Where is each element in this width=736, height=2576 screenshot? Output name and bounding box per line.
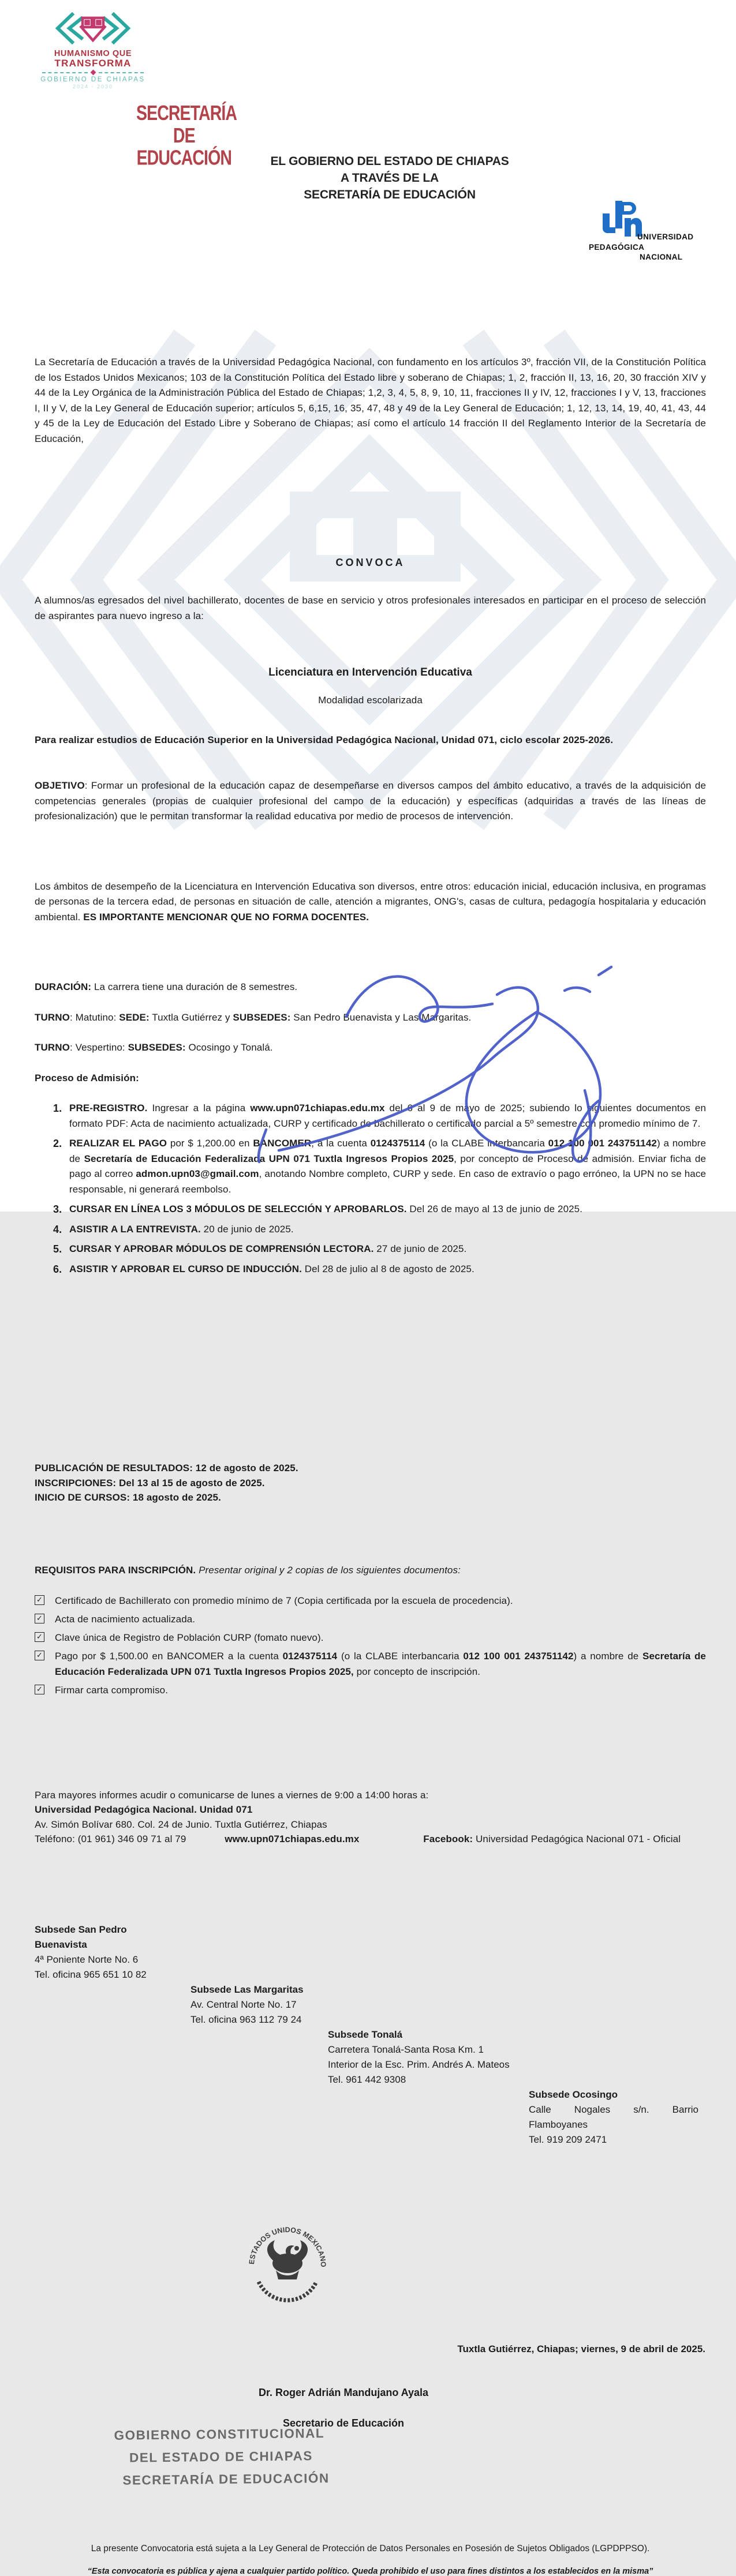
requirement-item-3: ✓ Clave única de Registro de Población CURP (fomato nuevo). xyxy=(35,1630,706,1646)
step-number: 1. xyxy=(53,1103,62,1114)
document-header-title xyxy=(225,153,554,203)
subsede-ocosingo-column xyxy=(529,2087,698,2147)
admission-step-1: 1. PRE-REGISTRO. Ingresar a la página www.upn071chiapas.edu.mx del 6 al 9 de mayo de 2025; subiendo lo siguientes documentos en formato PDF: Acta de nacimiento actualizada, CURP y certificado de bachillerato o certificado parcial a 5º semestre con promedio mínimo de 7. xyxy=(35,1101,706,1131)
stamp-line3: SECRETARÍA DE EDUCACIÓN xyxy=(122,2470,330,2488)
upn-text-universidad: UNIVERSIDAD xyxy=(637,233,694,241)
mexican-eagle-seal-icon xyxy=(241,2213,334,2312)
step-number: 6. xyxy=(53,1263,62,1275)
admission-step-6: 6. ASISTIR Y APROBAR EL CURSO DE INDUCCIÓN. Del 28 de julio al 8 de agosto de 2025. xyxy=(35,1262,706,1277)
shift-evening-line: TURNO: Vespertino: SUBSEDES: Ocosingo y Tonalá. xyxy=(35,1042,273,1053)
scope-paragraph: Los ámbitos de desempeño de la Licenciatura en Intervención Educativa son diversos, entre otros: educación inicial, educación inclusiva, en programas de personas de la tercera edad, de personas en situación de calle, atención a migrantes, ONG's, casas de cultura, pedagogía hospitalaria y educación ambiental. ES IMPORTANTE MENCIONAR QUE NO FORMA DOCENTES. xyxy=(35,880,706,923)
step-number: 2. xyxy=(53,1138,62,1149)
requirement-item-4: ✓ Pago por $ 1,500.00 en BANCOMER a la cuenta 0124375114 (o la CLABE interbancaria 012 100 001 243751142) a nombre de Secretaría de Educación Federalizada UPN 071 Tuxtla Ingresos Propios 2025, por concepto de inscripción. xyxy=(35,1649,706,1679)
admission-step-5: 5. CURSAR Y APROBAR MÓDULOS DE COMPRENSIÓN LECTORA. 27 de junio de 2025. xyxy=(35,1242,706,1257)
website-url: www.upn071chiapas.edu.mx xyxy=(225,1833,360,1844)
contact-address-line: Av. Simón Bolívar 680. Col. 24 de Junio. Tuxtla Gutiérrez, Chiapas xyxy=(35,1818,327,1830)
subsede-address: Av. Central Norte No. 17 xyxy=(190,1998,297,2010)
admission-step-3: 3. CURSAR EN LÍNEA LOS 3 MÓDULOS DE SELECCIÓN Y APROBARLOS. Del 26 de mayo al 13 de junio de 2025. xyxy=(35,1202,706,1217)
subsede-phone: Tel. 919 209 2471 xyxy=(529,2133,607,2145)
upn-text-nacional: NACIONAL xyxy=(640,253,683,261)
sec-logo-line2: EDUCACIÓN xyxy=(136,145,232,170)
contact-phone-line xyxy=(35,1832,706,1847)
requirement-item-5: ✓ Firmar carta compromiso. xyxy=(35,1683,706,1698)
humanismo-logo-icon xyxy=(50,12,136,45)
subsede-name: Subsede Tonalá xyxy=(328,2028,403,2040)
gov-logo-line2: TRANSFORMA xyxy=(54,58,132,69)
subsede-san-pedro-column xyxy=(35,1922,157,1982)
checkbox-checked-icon: ✓ xyxy=(35,1651,44,1660)
step-number: 4. xyxy=(53,1223,62,1235)
course-start-line: INICIO DE CURSOS: 18 agosto de 2025. xyxy=(35,1492,221,1503)
audience-paragraph: A alumnos/as egresados del nivel bachillerato, docentes de base en servicio y otros profesionales interesados en participar en el proceso de selección de aspirantes para nuevo ingreso a la: xyxy=(35,595,706,621)
subsede-phone: Tel. 961 442 9308 xyxy=(328,2073,406,2085)
objective-paragraph: OBJETIVO: Formar un profesional de la educación capaz de desempeñarse en diversos campos del ámbito educativo, a través de la adquisición de competencias generales (propias de cualquier profesional del campo de la educación) y específicas (adquiridas a través de las líneas de profesionalización) que le permitan transformar la realidad educativa por medio de procesos de intervención. xyxy=(35,780,706,822)
gov-logo-years: 2024 - 2030 xyxy=(72,84,114,89)
phone-number: Teléfono: (01 961) 346 09 71 al 79 xyxy=(35,1833,186,1844)
step-number: 5. xyxy=(53,1243,62,1255)
inscriptions-line: INSCRIPCIONES: Del 13 al 15 de agosto de 2025. xyxy=(35,1477,265,1488)
subsede-address2: Interior de la Esc. Prim. Andrés A. Mateos xyxy=(328,2058,510,2070)
purpose-line: Para realizar estudios de Educación Superior en la Universidad Pedagógica Nacional, Unidad 071, ciclo escolar 2025-2026. xyxy=(35,734,614,745)
checkbox-checked-icon: ✓ xyxy=(35,1614,44,1623)
requirement-item-2: ✓ Acta de nacimiento actualizada. xyxy=(35,1612,706,1628)
subsede-las-margaritas-column xyxy=(190,1982,316,2027)
legal-intro-paragraph: La Secretaría de Educación a través de la Universidad Pedagógica Nacional, con fundamento en los artículos 3º, fracción VII, de la Constitución Política de los Estados Unidos Mexicanos; 103 de la Constitución Política del Estado libre y soberano de Chiapas; 1, 2, fracción II, 13, 16, 20, 30 fracción XIV y 44 de la Ley Orgánica de la Administración Pública del Estado de Chiapas; 1,2, 3, 4, 5, 8, 9, 10, 11, fracciones II y IV, 12, fracciones I y V, 13, fracciones I, II y V, de la Ley General de Educación superior; artículos 5, 6,15, 16, 35, 47, 48 y 49 de la Ley General de Educación; 1, 12, 13, 14, 19, 40, 41, 43, 44 y 45 de la Ley de Educación del Estado Libre y Soberano de Chiapas; así como el artículo 14 fracción II del Reglamento Interior de la Secretaría de Educación, xyxy=(35,357,706,444)
secretaria-educacion-logo xyxy=(136,100,237,170)
header-title-line1: EL GOBIERNO DEL ESTADO DE CHIAPAS xyxy=(270,155,509,168)
footer-disclaimer-line: “Esta convocatoria es pública y ajena a cualquier partido político. Queda prohibido el uso para fines distintos a los establecidos en la misma” xyxy=(87,2566,653,2576)
sec-logo-line1: SECRETARÍA DE xyxy=(136,100,237,148)
subsede-address: Calle Nogales s/n. Barrio Flamboyanes xyxy=(529,2103,698,2130)
subsede-address: 4ª Poniente Norte No. 6 xyxy=(35,1953,139,1965)
subsede-phone: Tel. oficina 965 651 10 82 xyxy=(35,1968,147,1980)
requirement-item-1: ✓ Certificado de Bachillerato con promedio mínimo de 7 (Copia certificada por la escuela de procedencia). xyxy=(35,1593,706,1609)
signatory-name: Dr. Roger Adrián Mandujano Ayala xyxy=(258,2386,429,2398)
admission-step-2: 2. REALIZAR EL PAGO por $ 1,200.00 en BANCOMER, a la cuenta 0124375114 (o la CLABE interbancaria 012 100 001 243751142) a nombre de Secretaría de Educación Federalizada UPN 071 Tuxtla Ingresos Propios 2025, por concepto de Proceso de admisión. Enviar ficha de pago al correo admon.upn03@gmail.com, anotando Nombre completo, CURP y sede. En caso de extravío o pago erróneo, la UPN no se hace responsable, ni generará reembolso. xyxy=(35,1136,706,1197)
results-publication-line: PUBLICACIÓN DE RESULTADOS: 12 de agosto de 2025. xyxy=(35,1463,298,1473)
subsede-name: Subsede San Pedro Buenavista xyxy=(35,1923,127,1950)
svg-text:ESTADOS UNIDOS MEXICANOS: ESTADOS UNIDOS MEXICANO xyxy=(247,2225,328,2267)
checkbox-checked-icon: ✓ xyxy=(35,1595,44,1605)
key-dates-block xyxy=(35,1461,706,1505)
gov-logo-line1: HUMANISMO QUE xyxy=(54,49,132,58)
header-title-line2: A TRAVÉS DE LA xyxy=(341,171,439,185)
subsede-address: Carretera Tonalá-Santa Rosa Km. 1 xyxy=(328,2043,484,2055)
diamond-ornament-icon xyxy=(90,70,96,76)
subsede-name: Subsede Las Margaritas xyxy=(190,1983,304,1995)
subsede-tonala-column xyxy=(328,2027,521,2087)
duration-line: DURACIÓN: La carrera tiene una duración de 8 semestres. xyxy=(35,981,298,992)
upn-logo xyxy=(577,200,716,264)
contact-intro-line: Para mayores informes acudir o comunicarse de lunes a viernes de 9:00 a 14:00 horas a: xyxy=(35,1789,429,1801)
stamp-line1: GOBIERNO CONSTITUCIONAL xyxy=(114,2425,325,2443)
header-title-line3: SECRETARÍA DE EDUCACIÓN xyxy=(304,188,476,201)
admission-step-4: 4. ASISTIR A LA ENTREVISTA. 20 de junio de 2025. xyxy=(35,1222,706,1238)
stamp-line2: DEL ESTADO DE CHIAPAS xyxy=(129,2448,313,2465)
facebook-page-name: Universidad Pedagógica Nacional 071 - Oficial xyxy=(473,1833,681,1844)
program-mode: Modalidad escolarizada xyxy=(318,695,423,706)
gov-logo-divider xyxy=(42,70,144,74)
upn-text-pedagogica: PEDAGÓGICA xyxy=(589,243,645,252)
contact-institution-line: Universidad Pedagógica Nacional. Unidad 071 xyxy=(35,1804,253,1815)
contact-block xyxy=(35,1788,706,1847)
step-number: 3. xyxy=(53,1203,62,1215)
signature-date-line: Tuxtla Gutiérrez, Chiapas; viernes, 9 de abril de 2025. xyxy=(457,2343,705,2354)
admission-process-label: Proceso de Admisión: xyxy=(35,1072,139,1083)
signatory-role: Secretario de Educación xyxy=(282,2417,405,2429)
program-title: Licenciatura en Intervención Educativa xyxy=(268,666,472,678)
official-stamp-text xyxy=(114,2421,426,2492)
facebook-label: Facebook: xyxy=(423,1833,473,1844)
admission-steps-list xyxy=(35,1101,706,1277)
requirements-title: REQUISITOS PARA INSCRIPCIÓN. Presentar original y 2 copias de los siguientes documentos: xyxy=(35,1564,461,1576)
gobierno-chiapas-logo xyxy=(32,12,154,90)
subsede-name: Subsede Ocosingo xyxy=(529,2088,618,2100)
gov-logo-line3: GOBIERNO DE CHIAPAS xyxy=(40,76,145,83)
footer-privacy-line: La presente Convocatoria está sujeta a la Ley General de Protección de Datos Personales en Posesión de Sujetos Obligados (LGPDPPSO). xyxy=(91,2543,650,2553)
subsede-phone: Tel. oficina 963 112 79 24 xyxy=(190,2013,302,2025)
requirements-checklist xyxy=(35,1593,706,1698)
shift-morning-line: TURNO: Matutino: SEDE: Tuxtla Gutiérrez y SUBSEDES: San Pedro Buenavista y Las Margaritas. xyxy=(35,1011,472,1023)
checkbox-checked-icon: ✓ xyxy=(35,1632,44,1642)
checkbox-checked-icon: ✓ xyxy=(35,1685,44,1694)
convoca-heading: CONVOCA xyxy=(335,557,405,568)
